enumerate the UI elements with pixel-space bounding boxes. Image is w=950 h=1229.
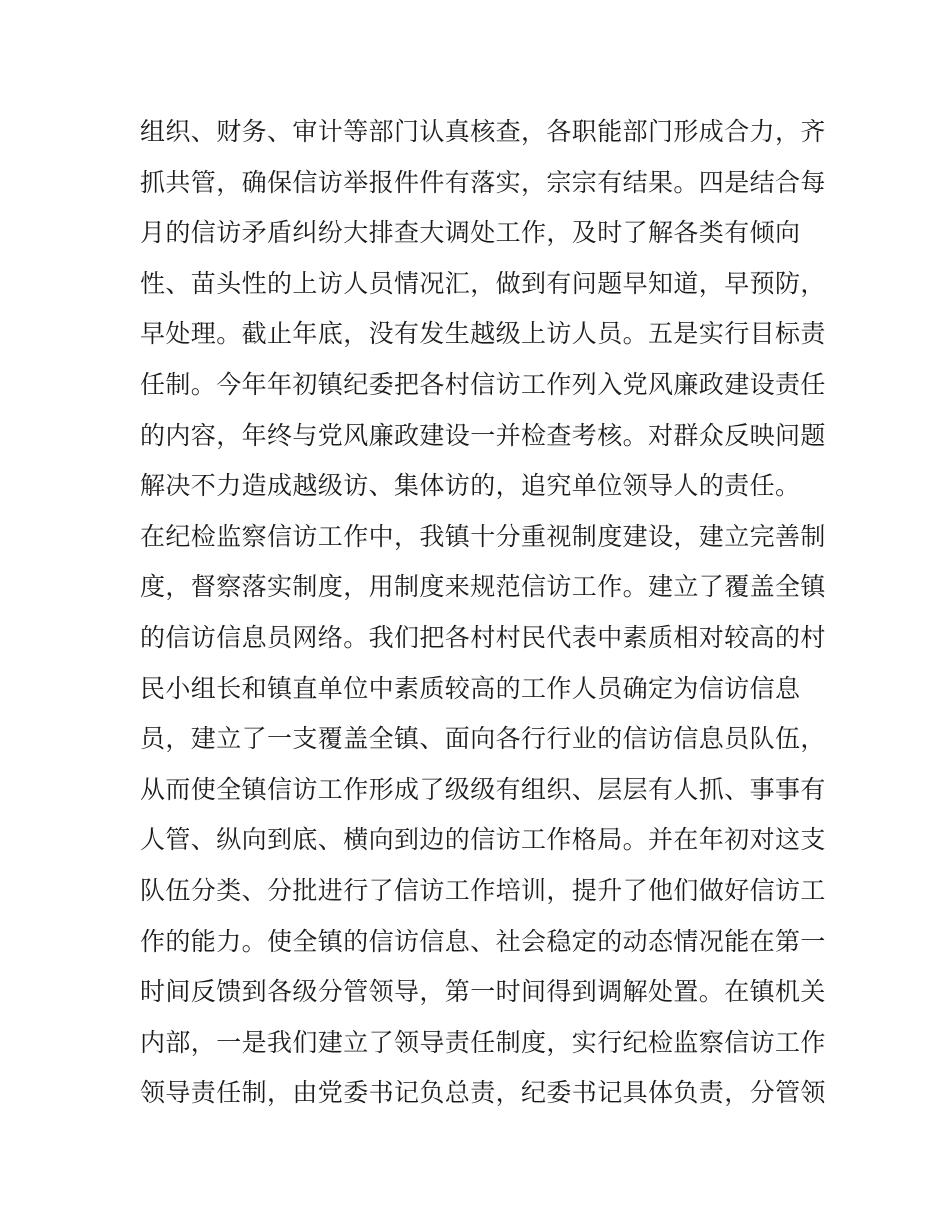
text-line: 内部，一是我们建立了领导责任制度，实行纪检监察信访工作	[140, 1027, 826, 1057]
body-text	[140, 107, 826, 1119]
text-line: 早处理。截止年底，没有发生越级上访人员。五是实行目标责	[140, 319, 826, 349]
text-line: 的内容，年终与党风廉政建设一并检查考核。对群众反映问题	[140, 420, 826, 450]
text-line: 度，督察落实制度，用制度来规范信访工作。建立了覆盖全镇	[140, 572, 826, 602]
text-line: 民小组长和镇直单位中素质较高的工作人员确定为信访信息	[140, 673, 801, 703]
text-line: 抓共管，确保信访举报件件有落实，宗宗有结果。四是结合每	[140, 167, 826, 197]
text-line: 作的能力。使全镇的信访信息、社会稳定的动态情况能在第一	[140, 926, 826, 956]
text-line: 月的信访矛盾纠纷大排查大调处工作，及时了解各类有倾向	[140, 218, 801, 248]
text-line: 解决不力造成越级访、集体访的，追究单位领导人的责任。	[140, 471, 801, 501]
text-line: 队伍分类、分批进行了信访工作培训，提升了他们做好信访工	[140, 875, 826, 905]
text-line: 从而使全镇信访工作形成了级级有组织、层层有人抓、事事有	[140, 774, 826, 804]
text-line: 组织、财务、审计等部门认真核查，各职能部门形成合力，齐	[140, 117, 826, 146]
text-line: 任制。今年年初镇纪委把各村信访工作列入党风廉政建设责任	[140, 369, 826, 399]
text-line: 的信访信息员网络。我们把各村村民代表中素质相对较高的村	[140, 622, 826, 652]
text-line: 时间反馈到各级分管领导，第一时间得到调解处置。在镇机关	[140, 977, 826, 1007]
text-line: 人管、纵向到底、横向到边的信访工作格局。并在年初对这支	[140, 825, 826, 855]
text-line: 领导责任制，由党委书记负总责，纪委书记具体负责，分管领	[140, 1078, 826, 1108]
text-line: 性、苗头性的上访人员情况汇，做到有问题早知道，早预防，	[140, 268, 826, 298]
text-line: 在纪检监察信访工作中，我镇十分重视制度建设，建立完善制	[140, 521, 826, 551]
text-line: 员，建立了一支覆盖全镇、面向各行行业的信访信息员队伍，	[140, 724, 826, 754]
